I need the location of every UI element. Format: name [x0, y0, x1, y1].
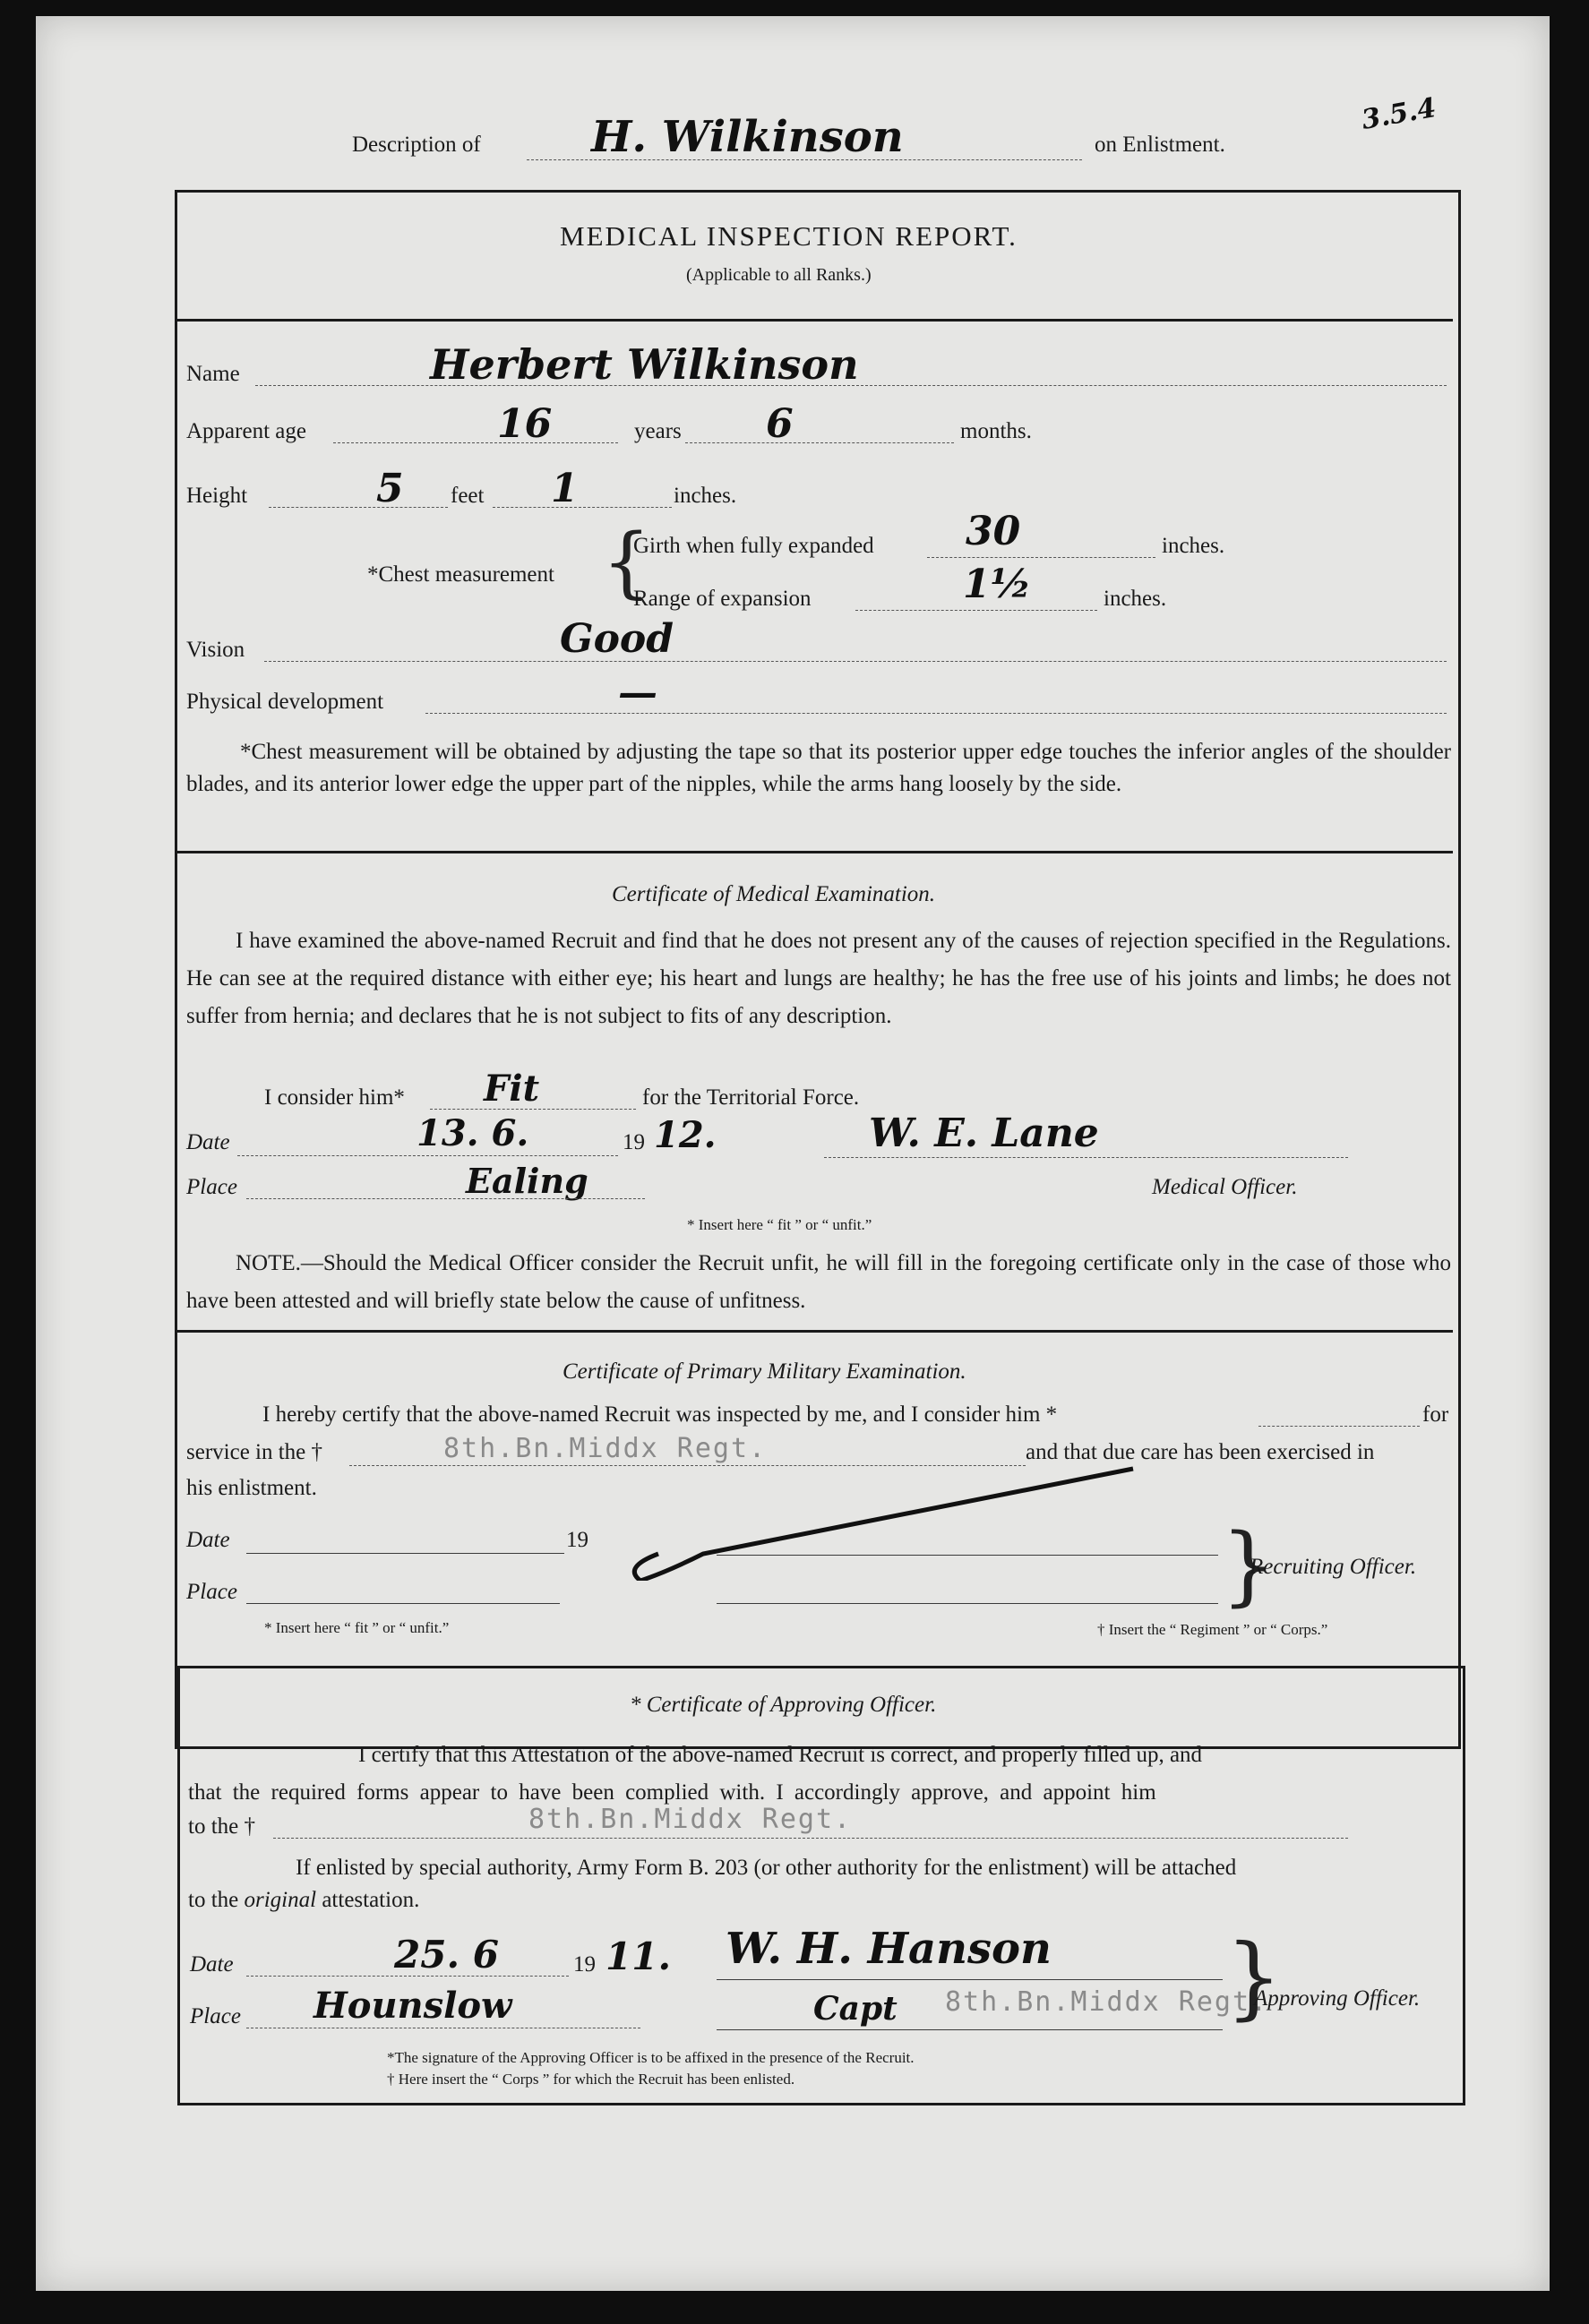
height-label: Height [186, 484, 248, 508]
height-inches-line [493, 507, 672, 508]
range-line [855, 610, 1097, 611]
consider-suffix: for the Territorial Force. [642, 1085, 860, 1110]
height-inches-value: 1 [551, 466, 579, 511]
medical-note: NOTE.—Should the Medical Officer consider the Recruit unfit, he will fill in the foregoing certificate only in the case of those who have been attested and will briefly state below the cause of unfitness. [186, 1251, 1451, 1313]
primary-place-line [246, 1603, 560, 1604]
years-label: years [634, 419, 682, 443]
medical-heading: Certificate of Medical Examination. [612, 882, 936, 906]
approving-foot2: † Here insert the “ Corps ” for which the Recruit has been enlisted. [387, 2071, 795, 2088]
approving-place-label: Place [190, 2004, 241, 2028]
months-label: months. [960, 419, 1032, 443]
approving-place-value: Hounslow [314, 1985, 512, 2027]
physical-value: — [618, 670, 657, 716]
height-feet-value: 5 [376, 466, 404, 511]
primary-fit-line [1258, 1426, 1420, 1427]
medical-signature: W. E. Lane [869, 1111, 1099, 1156]
approving-year-prefix: 19 [573, 1952, 596, 1977]
approving-special-line1: If enlisted by special authority, Army Form B. 203 (or other authority for the enlistment) will be attached [296, 1856, 1237, 1880]
chest-brace: { [602, 518, 651, 607]
approving-rank-line [717, 2029, 1223, 2030]
girth-line [927, 557, 1155, 558]
girth-label: Girth when fully expanded [633, 534, 874, 558]
medical-place-label: Place [186, 1175, 237, 1199]
name-label: Name [186, 362, 240, 386]
approving-date-value: 25. 6 [394, 1933, 499, 1977]
consider-value: Fit [484, 1068, 540, 1110]
medical-date-label: Date [186, 1130, 230, 1154]
approving-special-line2 [188, 1888, 419, 1913]
medical-signature-line [824, 1157, 1348, 1158]
description-name-line [527, 159, 1082, 160]
special-original: original [244, 1888, 317, 1912]
approving-rank-stamp: 8th.Bn.Middx Regt. [945, 1986, 1269, 2018]
vision-value: Good [560, 616, 674, 662]
age-years-value: 16 [497, 401, 553, 447]
physical-line [425, 713, 1447, 714]
consider-prefix: I consider him* [264, 1085, 405, 1110]
medical-year-value: 12. [654, 1114, 717, 1156]
primary-line3: his enlistment. [186, 1476, 317, 1500]
height-feet-line [269, 507, 448, 508]
primary-line1-prefix: I hereby certify that the above-named Recruit was inspected by me, and I consider him * [262, 1402, 1058, 1427]
medical-place-line [246, 1198, 645, 1199]
chest-footnote: *Chest measurement will be obtained by adjusting the tape so that its posterior upper edge touches the inferior angles of the shoulder blades, and its anterior lower edge the upper part of the nipples, while the arms hang loosely by the side. [186, 740, 1451, 796]
range-unit: inches. [1104, 587, 1167, 611]
approving-officer-label: Approving Officer. [1254, 1986, 1421, 2011]
primary-officer-line-2 [717, 1603, 1218, 1604]
description-name: H. Wilkinson [591, 112, 904, 162]
primary-corps-stamp: 8th.Bn.Middx Regt. [443, 1433, 768, 1464]
description-prefix: Description of [352, 133, 481, 157]
approving-signature-line [717, 1979, 1223, 1980]
primary-line2-suffix: and that due care has been exercised in [1026, 1440, 1375, 1464]
vision-line [264, 661, 1447, 662]
age-months-line [685, 442, 954, 443]
girth-value: 30 [966, 509, 1021, 554]
medical-insert-note: * Insert here “ fit ” or “ unfit.” [687, 1216, 872, 1233]
primary-line2-prefix: service in the † [186, 1440, 323, 1464]
range-value: 1½ [963, 562, 1032, 607]
primary-place-label: Place [186, 1580, 237, 1604]
name-line [255, 385, 1447, 386]
special-to-the: to the [188, 1888, 239, 1912]
approving-year-value: 11. [606, 1934, 672, 1978]
corner-mark: 3.5.4 [1359, 92, 1439, 136]
approving-signature: W. H. Hanson [726, 1924, 1052, 1974]
approving-officer-brace: } [1225, 1925, 1283, 2029]
primary-date-line [246, 1553, 564, 1554]
primary-heading: Certificate of Primary Military Examination. [563, 1359, 966, 1384]
medical-place-value: Ealing [466, 1161, 588, 1201]
medical-year-prefix: 19 [623, 1130, 645, 1154]
primary-officer-label: Recruiting Officer. [1250, 1555, 1417, 1579]
vision-label: Vision [186, 638, 245, 662]
primary-line1-suffix: for [1422, 1402, 1449, 1427]
primary-cancel-stroke [605, 1455, 1142, 1581]
approving-body-line1: I certify that this Attestation of the above-named Recruit is correct, and properly filled up, and [358, 1743, 1203, 1767]
medical-date-line [237, 1155, 618, 1156]
approving-foot1: *The signature of the Approving Officer is to be affixed in the presence of the Recruit. [387, 2049, 915, 2066]
section-divider-2 [177, 1330, 1453, 1333]
approving-border [177, 1666, 1465, 2105]
description-suffix: on Enlistment. [1095, 133, 1225, 157]
primary-officer-brace: } [1221, 1515, 1276, 1616]
approving-rank: Capt [813, 1990, 898, 2028]
medical-officer-label: Medical Officer. [1152, 1175, 1298, 1199]
feet-label: feet [451, 484, 485, 508]
section-divider-1 [177, 851, 1453, 853]
primary-insert-regiment: † Insert the “ Regiment ” or “ Corps.” [1097, 1621, 1328, 1638]
chest-label: *Chest measurement [367, 562, 554, 587]
name-value: Herbert Wilkinson [430, 340, 859, 389]
medical-body: I have examined the above-named Recruit and find that he does not present any of the causes of rejection specified in the Regulations. He can see at the required distance with either eye; his heart and lungs are healthy; he has the free use of his joints and limbs; he does not suffer from hernia; and declares that he is not subject to fits of any description. [186, 929, 1451, 1028]
age-label: Apparent age [186, 419, 306, 443]
primary-year-label: 19 [566, 1528, 588, 1552]
primary-insert-fit: * Insert here “ fit ” or “ unfit.” [264, 1619, 450, 1636]
approving-date-line [246, 1976, 569, 1977]
physical-label: Physical development [186, 690, 384, 714]
approving-heading: * Certificate of Approving Officer. [630, 1693, 937, 1717]
special-attestation: attestation. [322, 1888, 420, 1912]
consider-line [430, 1109, 636, 1110]
approving-appoint-prefix: to the † [188, 1814, 255, 1839]
age-months-value: 6 [766, 401, 794, 447]
report-title: MEDICAL INSPECTION REPORT. [560, 220, 1018, 252]
girth-unit: inches. [1162, 534, 1225, 558]
approving-date-label: Date [190, 1952, 234, 1977]
medical-date-value: 13. 6. [417, 1112, 529, 1154]
approving-appoint-stamp: 8th.Bn.Middx Regt. [528, 1804, 853, 1835]
approving-body-line2: that the required forms appear to have been complied with. I accordingly approve, and appoint him [188, 1780, 1156, 1805]
primary-date-label: Date [186, 1528, 230, 1552]
title-divider [177, 319, 1453, 322]
age-years-line [333, 442, 618, 443]
inches-label: inches. [674, 484, 737, 508]
report-subtitle: (Applicable to all Ranks.) [686, 265, 872, 285]
approving-appoint-line [273, 1838, 1348, 1839]
range-label: Range of expansion [633, 587, 812, 611]
